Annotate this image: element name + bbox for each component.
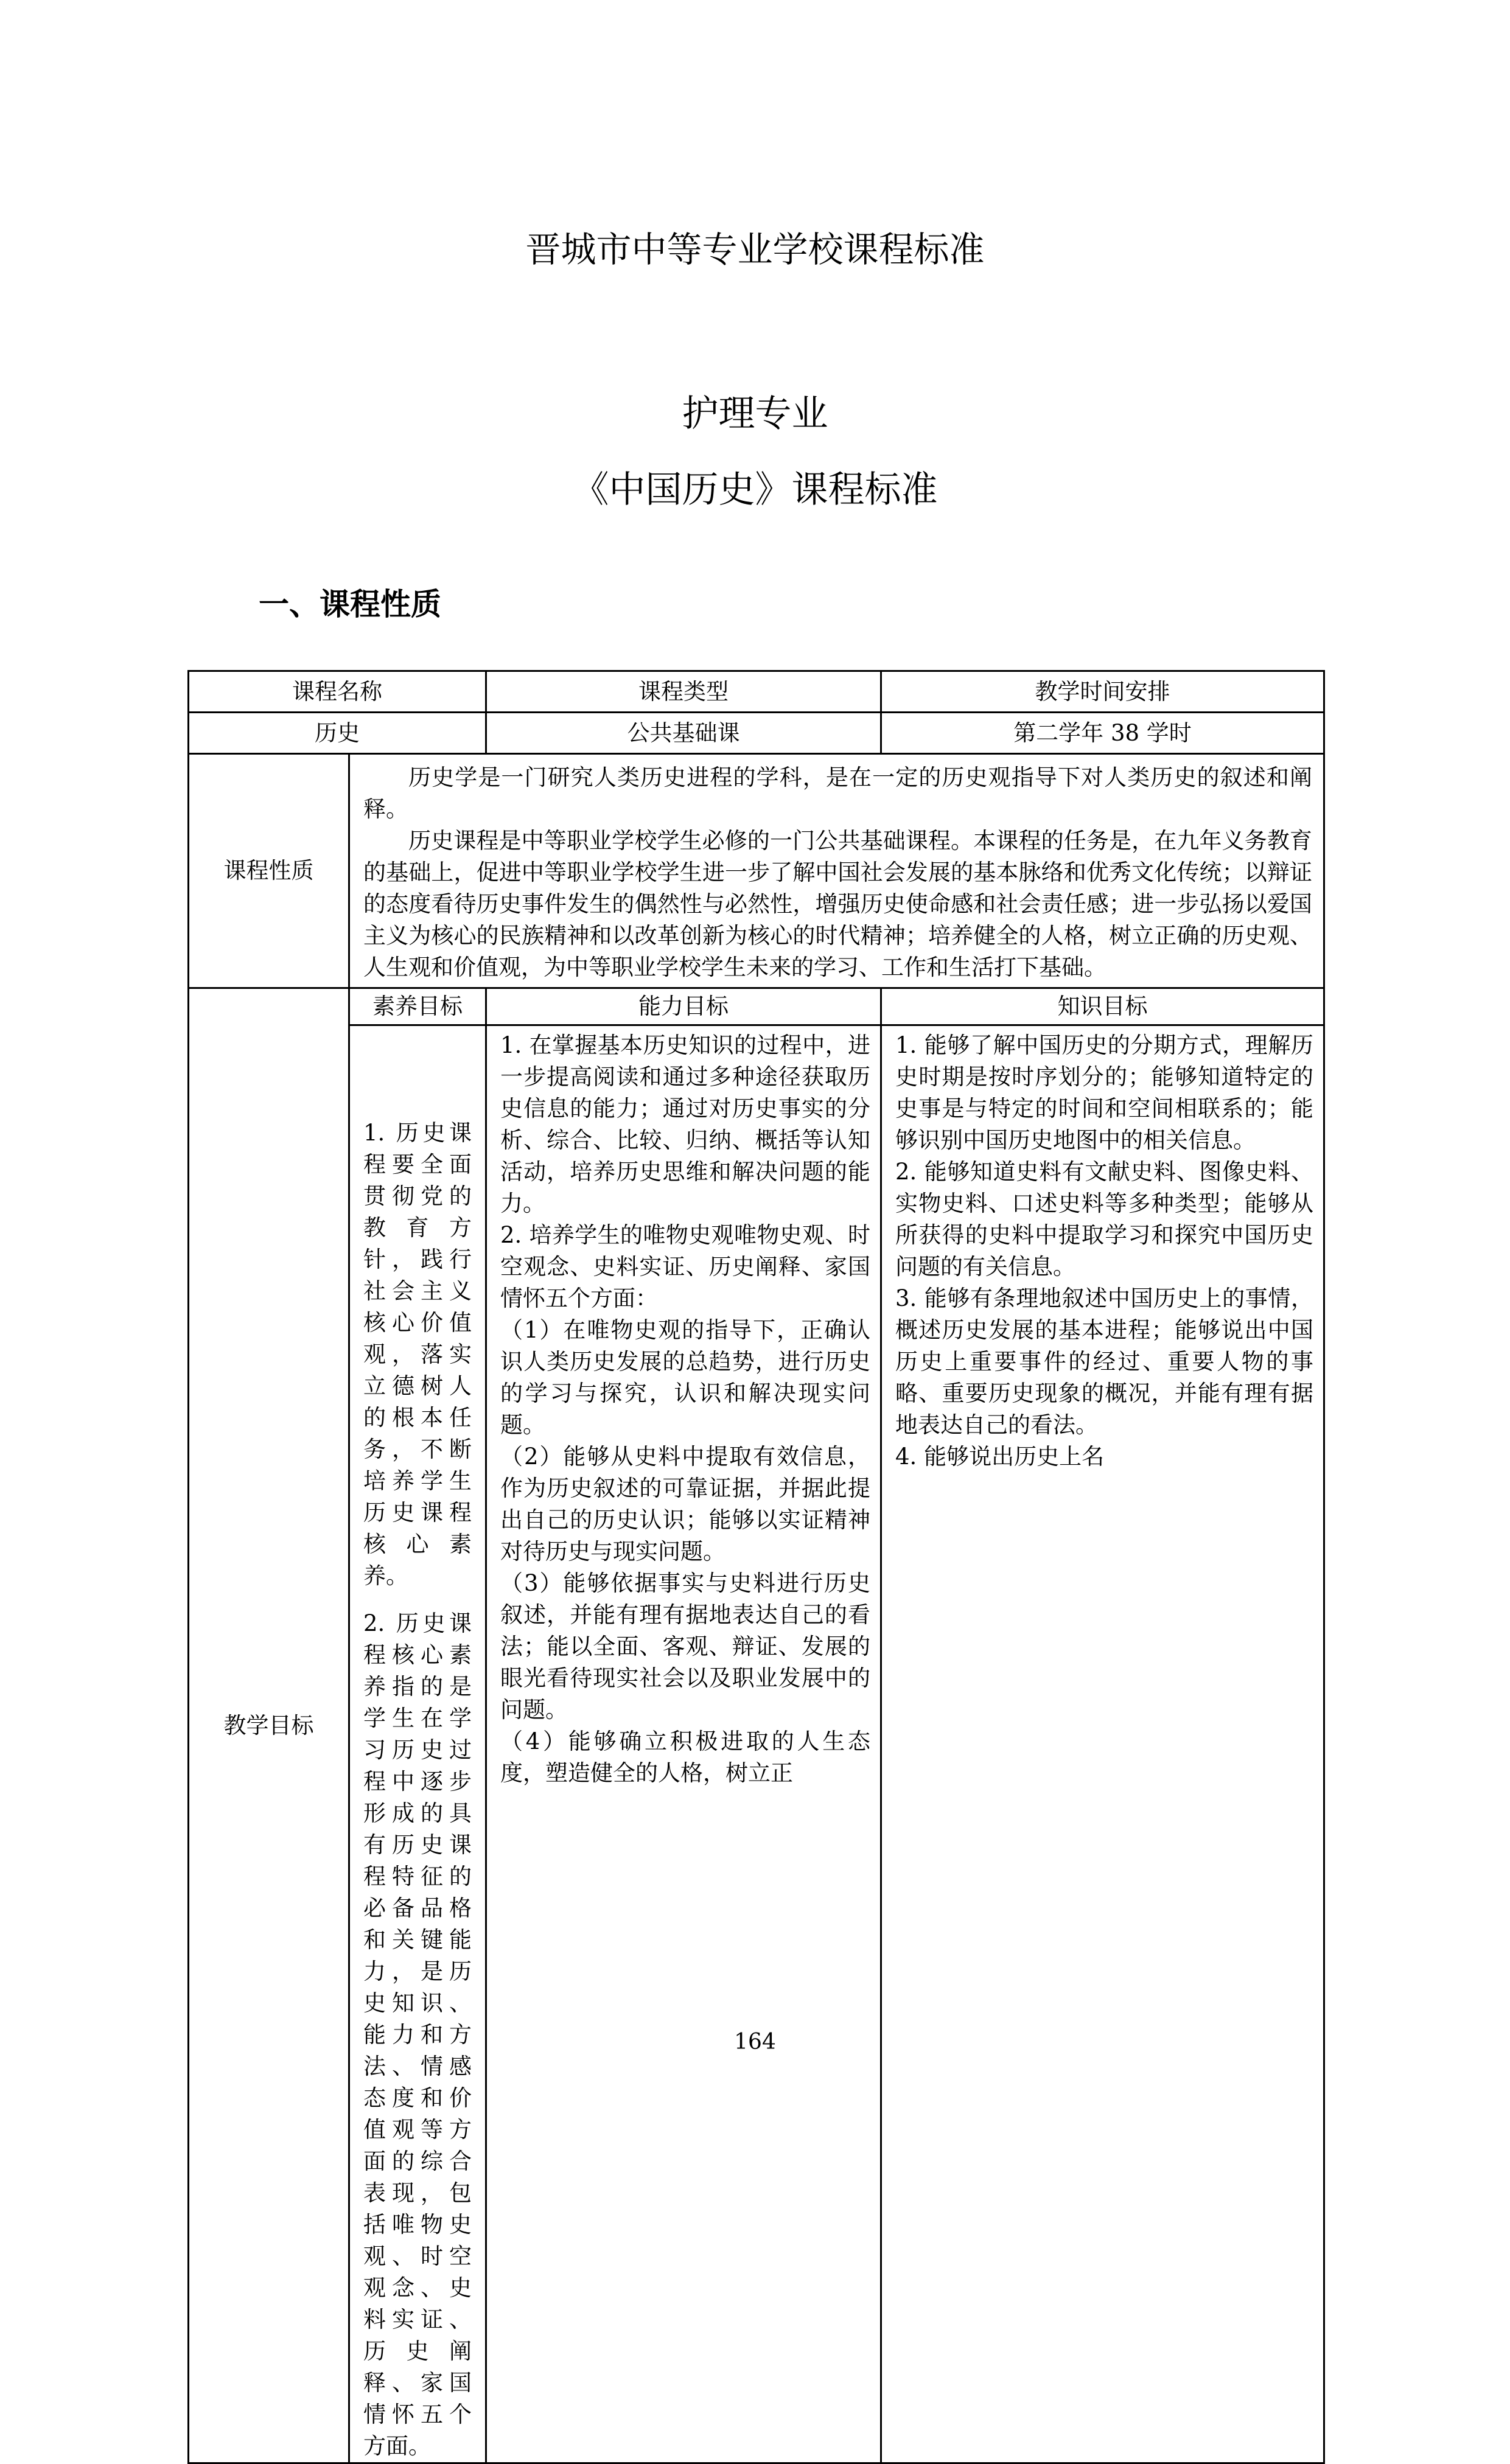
objectives-body-row xyxy=(189,1025,1324,2463)
value-schedule: 第二学年 38 学时 xyxy=(881,713,1324,754)
nengli-cell xyxy=(486,1025,881,2463)
suyang-item-2: 2. 历史课程核心素养指的是学生在学习历史过程中逐步形成的具有历史课程特征的必备品格和关键能力，是历史知识、能力和方法、情感态度和价值观等方面的综合表现，包括唯物史观、时空观念、史料实证、历史阐释、家国情怀五个方面。 xyxy=(363,1610,472,2459)
header-schedule: 教学时间安排 xyxy=(881,671,1324,713)
section-heading: 一、课程性质 xyxy=(259,587,441,622)
page-number: 164 xyxy=(734,2029,776,2054)
header-nengli: 能力目标 xyxy=(486,988,881,1025)
zhishi-item-2: 2. 能够知道史料有文献史料、图像史料、实物史料、口述史料等多种类型；能够从所获得的史料中提取学习和探究中国历史问题的有关信息。 xyxy=(895,1159,1313,1280)
objectives-label: 教学目标 xyxy=(189,988,349,2463)
suyang-cell xyxy=(349,1025,486,2463)
nature-label: 课程性质 xyxy=(189,754,349,988)
zhishi-item-3: 3. 能够有条理地叙述中国历史上的事情，概述历史发展的基本进程；能够说出中国历史上重要事件的经过、重要人物的事略、重要历史现象的概况，并能有理有据地表达自己的看法。 xyxy=(895,1285,1313,1438)
nature-row xyxy=(189,754,1324,988)
zhishi-item-4: 4. 能够说出历史上名 xyxy=(895,1443,1105,1470)
nature-paragraph-1: 历史学是一门研究人类历史进程的学科，是在一定的历史观指导下对人类历史的叙述和阐释。 xyxy=(363,764,1312,822)
zhishi-cell xyxy=(881,1025,1324,2463)
zhishi-item-1: 1. 能够了解中国历史的分期方式，理解历史时期是按时序划分的；能够知道特定的史事是与特定的时间和空间相联系的；能够识别中国历史地图中的相关信息。 xyxy=(895,1032,1313,1153)
nengli-item-4: （2）能够从史料中提取有效信息，作为历史叙述的可靠证据，并据此提出自己的历史认识；能够以实证精神对待历史与现实问题。 xyxy=(500,1443,870,1565)
nengli-item-2: 2. 培养学生的唯物史观唯物史观、时空观念、史料实证、历史阐释、家国情怀五个方面： xyxy=(500,1222,870,1311)
header-course-name: 课程名称 xyxy=(189,671,486,713)
course-standard-table xyxy=(187,670,1325,2464)
nature-text xyxy=(349,754,1324,988)
header-course-type: 课程类型 xyxy=(486,671,881,713)
suyang-item-1: 1. 历史课程要全面贯彻党的教育方针，践行社会主义核心价值观，落实立德树人的根本任务，不断培养学生历史课程核心素养。 xyxy=(363,1120,472,1589)
header-zhishi: 知识目标 xyxy=(881,988,1324,1025)
objectives-header-row xyxy=(189,988,1324,1025)
nengli-item-5: （3）能够依据事实与史料进行历史叙述，并能有理有据地表达自己的看法；能以全面、客观、辩证、发展的眼光看待现实社会以及职业发展中的问题。 xyxy=(500,1570,870,1723)
value-course-type: 公共基础课 xyxy=(486,713,881,754)
nengli-item-3: （1）在唯物史观的指导下，正确认识人类历史发展的总趋势，进行历史的学习与探究，认识和解决现实问题。 xyxy=(500,1317,870,1438)
nengli-item-1: 1. 在掌握基本历史知识的过程中，进一步提高阅读和通过多种途径获取历史信息的能力；通过对历史事实的分析、综合、比较、归纳、概括等认知活动，培养历史思维和解决问题的能力。 xyxy=(500,1032,870,1216)
nature-paragraph-2: 历史课程是中等职业学校学生必修的一门公共基础课程。本课程的任务是，在九年义务教育的基础上，促进中等职业学校学生进一步了解中国社会发展的基本脉络和优秀文化传统；以辩证的态度看待历史事件发生的偶然性与必然性，增强历史使命感和社会责任感；进一步弘扬以爱国主义为核心的民族精神和以改革创新为核心的时代精神；培养健全的人格，树立正确的历史观、人生观和价值观，为中等职业学校学生未来的学习、工作和生活打下基础。 xyxy=(363,828,1312,980)
value-course-name: 历史 xyxy=(189,713,486,754)
table-value-row xyxy=(189,713,1324,754)
header-suyang: 素养目标 xyxy=(349,988,486,1025)
nengli-item-6: （4）能够确立积极进取的人生态度，塑造健全的人格，树立正 xyxy=(500,1728,870,1786)
course-title: 《中国历史》课程标准 xyxy=(572,469,938,511)
major-title: 护理专业 xyxy=(682,393,828,435)
school-title: 晋城市中等专业学校课程标准 xyxy=(525,229,985,270)
table-header-row xyxy=(189,671,1324,713)
